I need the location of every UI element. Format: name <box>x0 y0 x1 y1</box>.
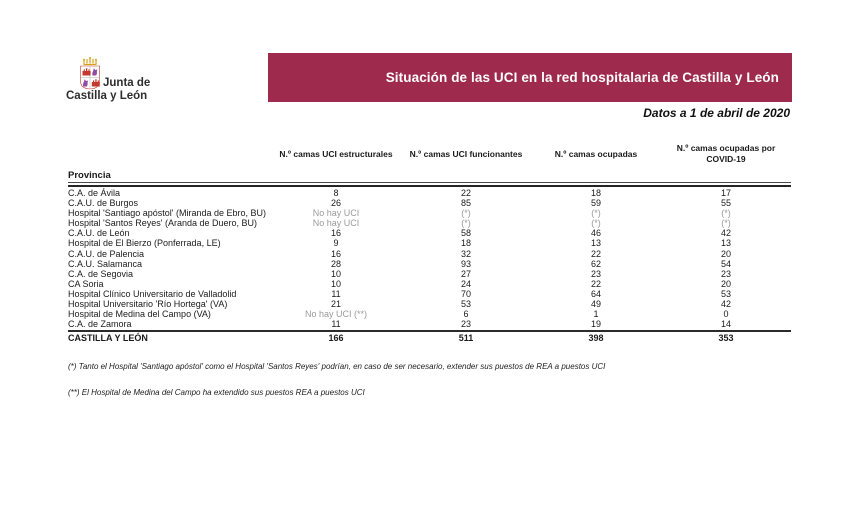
row-value: 70 <box>460 288 471 299</box>
row-value: 13 <box>590 238 601 249</box>
row-value: (*) <box>461 208 471 219</box>
row-value: 14 <box>720 319 731 330</box>
row-value: 16 <box>330 228 341 239</box>
total-label: CASTILLA Y LEÓN <box>68 333 148 344</box>
row-value: 9 <box>333 238 339 249</box>
row-value: 27 <box>460 268 471 279</box>
total-value: 166 <box>328 333 344 344</box>
table-row <box>68 319 791 329</box>
row-value: 18 <box>460 238 471 249</box>
row-hospital-name: C.A.U. de Palencia <box>68 248 145 259</box>
table-body <box>68 188 791 329</box>
row-hospital-name: C.A. de Zamora <box>68 319 132 330</box>
row-value: 23 <box>590 268 601 279</box>
total-value: 353 <box>718 333 734 344</box>
row-value: 54 <box>720 258 731 269</box>
coat-of-arms-icon <box>77 57 103 90</box>
row-value: No hay UCI <box>312 218 360 229</box>
row-value: 55 <box>720 198 731 209</box>
row-hospital-name: CA Soria <box>68 278 104 289</box>
row-value: 64 <box>590 288 601 299</box>
junta-castilla-leon-logo <box>66 56 186 106</box>
row-value: 19 <box>590 319 601 330</box>
page-title: Situación de las UCI en la red hospitalaria de Castilla y León <box>385 70 779 85</box>
row-hospital-name: Hospital 'Santiago apóstol' (Miranda de Ebro, BU) <box>68 208 267 219</box>
title-bar <box>268 53 792 102</box>
footnote-double-asterisk: (**) El Hospital de Medina del Campo ha extendido sus puestos REA a puestos UCI <box>68 388 365 397</box>
row-value: 17 <box>720 188 731 198</box>
row-value: 22 <box>460 188 471 198</box>
table-row <box>68 249 791 259</box>
logo-text-line1: Junta de <box>103 77 151 89</box>
row-value: 53 <box>720 288 731 299</box>
row-hospital-name: Hospital de Medina del Campo (VA) <box>68 309 211 320</box>
total-row <box>68 332 791 345</box>
row-value: 58 <box>460 228 471 239</box>
row-value: 16 <box>330 248 341 259</box>
row-hospital-name: Hospital Universitario 'Río Hortega' (VA) <box>68 299 228 310</box>
row-value: 49 <box>590 299 601 310</box>
row-value: 26 <box>330 198 341 209</box>
table-row <box>68 259 791 269</box>
table-row <box>68 228 791 238</box>
row-value: 10 <box>330 268 341 279</box>
table-row <box>68 218 791 228</box>
row-value: 21 <box>330 299 341 310</box>
row-value: 11 <box>331 288 341 299</box>
row-value: 10 <box>330 278 341 289</box>
row-value: 62 <box>590 258 601 269</box>
row-value: 42 <box>720 228 731 239</box>
row-value: 20 <box>720 248 731 259</box>
row-hospital-name: C.A.U. Salamanca <box>68 258 143 269</box>
table-row <box>68 279 791 289</box>
row-value: 11 <box>331 319 341 330</box>
logo-text-line2: Castilla y León <box>66 90 148 102</box>
row-value: 93 <box>460 258 471 269</box>
table-row <box>68 208 791 218</box>
row-value: 24 <box>460 278 471 289</box>
table-header-row <box>68 139 791 169</box>
column-header-covid: N.º camas ocupadas por COVID-19 <box>676 143 776 164</box>
row-hospital-name: C.A. de Segovia <box>68 268 134 279</box>
row-hospital-name: Hospital Clínico Universitario de Valladolid <box>68 288 237 299</box>
row-hospital-name: C.A. de Ávila <box>68 188 121 198</box>
row-hospital-name: C.A.U. de Burgos <box>68 198 139 209</box>
table-row <box>68 188 791 198</box>
row-value: 32 <box>460 248 471 259</box>
table-row <box>68 309 791 319</box>
row-value: 13 <box>720 238 731 249</box>
footnote-asterisk: (*) Tanto el Hospital 'Santiago apóstol' como el Hospital 'Santos Reyes' podrían, en caso de ser necesario, extender sus puestos de REA a puestos UCI <box>68 362 606 371</box>
uci-table <box>68 139 791 345</box>
column-header-estructurales: N.º camas UCI estructurales <box>279 148 393 159</box>
row-value: (*) <box>591 208 601 219</box>
row-value: 22 <box>590 248 601 259</box>
row-value: No hay UCI (**) <box>304 309 367 320</box>
row-value: 23 <box>460 319 471 330</box>
row-value: (*) <box>721 218 731 229</box>
table-row <box>68 198 791 208</box>
row-value: 6 <box>463 309 469 320</box>
total-value: 398 <box>588 333 604 344</box>
row-value: 53 <box>460 299 471 310</box>
date-label: Datos a 1 de abril de 2020 <box>643 106 790 120</box>
row-value: 0 <box>723 309 729 320</box>
row-value: 18 <box>590 188 601 198</box>
column-header-funcionantes: N.º camas UCI funcionantes <box>409 148 523 159</box>
column-header-ocupadas: N.º camas ocupadas <box>554 148 638 159</box>
row-value: (*) <box>461 218 471 229</box>
row-value: 23 <box>720 268 731 279</box>
table-row <box>68 289 791 299</box>
provincia-label: Provincia <box>68 170 111 181</box>
row-value: 1 <box>593 309 599 320</box>
row-value: 42 <box>720 299 731 310</box>
row-hospital-name: Hospital 'Santos Reyes' (Aranda de Duero, BU) <box>68 218 258 229</box>
row-value: 22 <box>590 278 601 289</box>
row-value: 20 <box>720 278 731 289</box>
table-row <box>68 299 791 309</box>
row-value: (*) <box>721 208 731 219</box>
row-value: 46 <box>590 228 601 239</box>
row-value: (*) <box>591 218 601 229</box>
row-hospital-name: Hospital de El Bierzo (Ponferrada, LE) <box>68 238 221 249</box>
row-value: 59 <box>590 198 601 209</box>
total-value: 511 <box>458 333 474 344</box>
row-value: 28 <box>330 258 341 269</box>
header-divider <box>68 182 791 187</box>
row-value: 8 <box>333 188 339 198</box>
row-hospital-name: C.A.U. de León <box>68 228 130 239</box>
table-row <box>68 269 791 279</box>
table-row <box>68 238 791 248</box>
row-value: 85 <box>460 198 471 209</box>
row-value: No hay UCI <box>312 208 360 219</box>
